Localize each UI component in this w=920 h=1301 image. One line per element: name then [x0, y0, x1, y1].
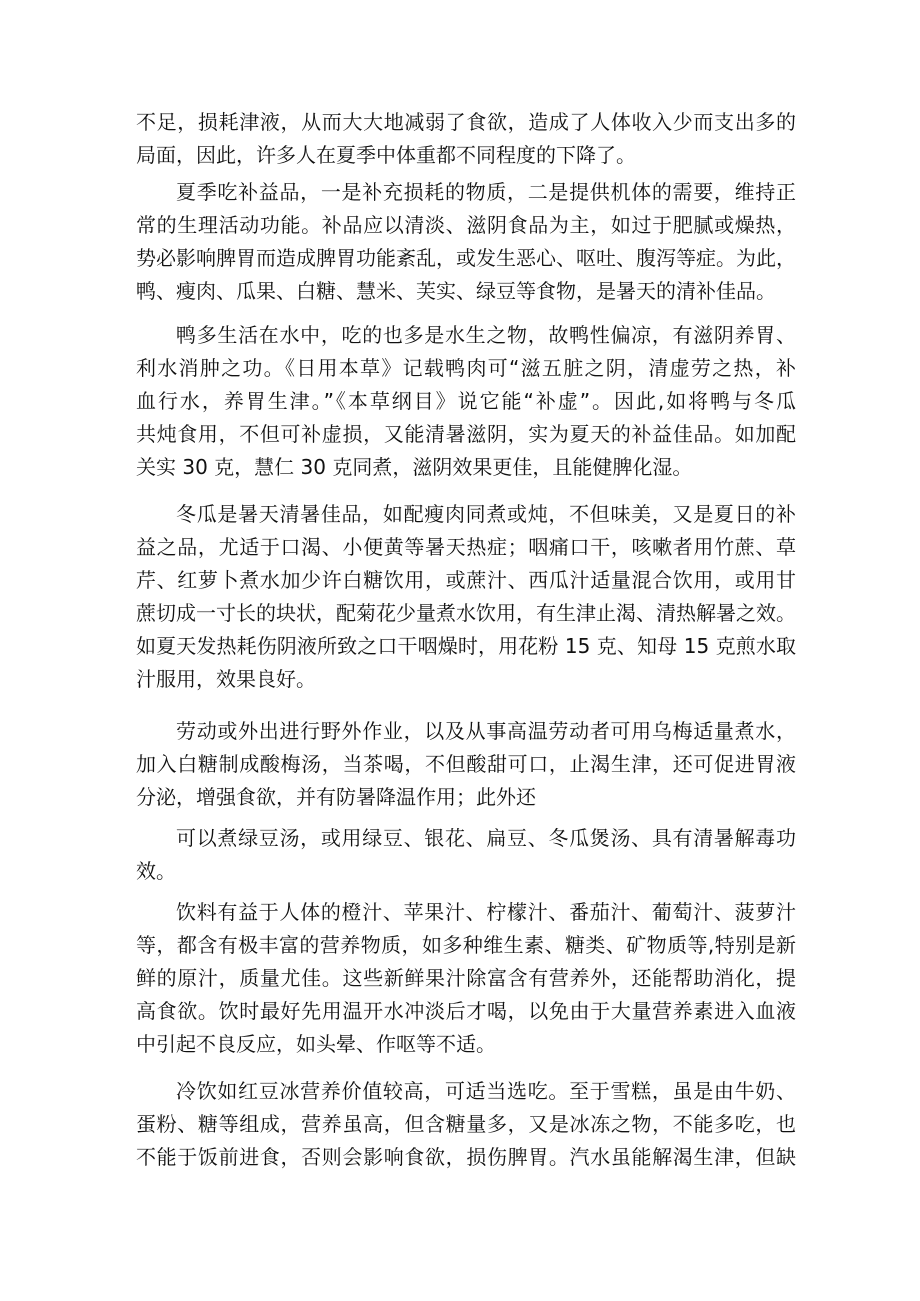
text-line: 蔗切成一寸长的块状，配菊花少量煮水饮用，有生津止渴、清热解暑之效。 — [136, 601, 796, 625]
text-line: 加入白糖制成酸梅汤，当茶喝，不但酸甜可口，止渴生津，还可促进胃液 — [136, 752, 796, 776]
text-line: 鸭多生活在水中，吃的也多是水生之物，故鸭性偏凉，有滋阴养胃、 — [176, 323, 796, 347]
text-line: 不能于饭前进食，否则会影响食欲，损伤脾胃。汽水虽能解渴生津，但缺 — [136, 1145, 796, 1169]
text-line: 益之品，尤适于口渴、小便黄等暑天热症；咽痛口干，咳嗽者用竹蔗、草 — [136, 535, 796, 559]
text-line: 势必影响脾胃而造成脾胃功能紊乱，或发生恶心、呕吐、腹泻等症。为此， — [136, 246, 796, 270]
text-line: 关实 30 克，慧仁 30 克同煮，滋阴效果更佳，且能健脾化湿。 — [136, 455, 693, 479]
text-line: 鸭、瘦肉、瓜果、白糖、慧米、芙实、绿豆等食物，是暑天的清补佳品。 — [136, 279, 776, 303]
text-line: 中引起不良反应，如头晕、作呕等不适。 — [136, 1032, 496, 1056]
paragraph-2 — [136, 176, 796, 308]
text-line: 蛋粉、糖等组成，营养虽高，但含糖量多，又是冰冻之物，不能多吃，也 — [136, 1112, 796, 1136]
text-line: 劳动或外出进行野外作业，以及从事高温劳动者可用乌梅适量煮水， — [176, 719, 796, 743]
text-line: 冬瓜是暑天清暑佳品，如配瘦肉同煮或炖，不但味美，又是夏日的补 — [176, 502, 796, 526]
text-line: 可以煮绿豆汤，或用绿豆、银花、扁豆、冬瓜煲汤、具有清暑解毒功 — [176, 826, 796, 850]
paragraph-6 — [136, 822, 796, 888]
text-line: 汁服用，效果良好。 — [136, 667, 316, 691]
text-line: 鲜的原汁，质量尤佳。这些新鲜果汁除富含有营养外，还能帮助消化，提 — [136, 966, 796, 990]
text-line: 利水消肿之功。《日用本草》记载鸭肉可“滋五脏之阴，清虚劳之热，补 — [136, 356, 796, 380]
text-line: 如夏天发热耗伤阴液所致之口干咽燥时，用花粉 15 克、知母 15 克煎水取 — [136, 634, 796, 658]
paragraph-7 — [136, 896, 796, 1061]
text-line: 局面，因此，许多人在夏季中体重都不同程度的下降了。 — [136, 143, 636, 167]
text-line: 芹、红萝卜煮水加少许白糖饮用，或蔗汁、西瓜汁适量混合饮用，或用甘 — [136, 568, 796, 592]
text-line: 夏季吃补益品，一是补充损耗的物质，二是提供机体的需要，维持正 — [176, 180, 796, 204]
paragraph-8 — [136, 1075, 796, 1174]
paragraph-1 — [136, 106, 796, 172]
text-line: 高食欲。饮时最好先用温开水冲淡后才喝，以免由于大量营养素进入血液 — [136, 999, 796, 1023]
text-line: 效。 — [136, 859, 176, 883]
paragraph-3 — [136, 319, 796, 484]
paragraph-5 — [136, 715, 796, 814]
text-line: 共炖食用，不但可补虚损，又能清暑滋阴，实为夏天的补益佳品。如加配 — [136, 422, 796, 446]
paragraph-4 — [136, 498, 796, 696]
text-line: 等，都含有极丰富的营养物质，如多种维生素、糖类、矿物质等,特别是新 — [136, 933, 796, 957]
text-line: 分泌，增强食欲，并有防暑降温作用；此外还 — [136, 785, 536, 809]
text-line: 常的生理活动功能。补品应以清淡、滋阴食品为主，如过于肥腻或燥热， — [136, 213, 796, 237]
text-line: 饮料有益于人体的橙汁、苹果汁、柠檬汁、番茄汁、葡萄汁、菠萝汁 — [176, 900, 796, 924]
text-line: 血行水，养胃生津。”《本草纲目》说它能“补虚”。因此,如将鸭与冬瓜 — [136, 389, 796, 413]
text-line: 冷饮如红豆冰营养价值较高，可适当选吃。至于雪糕，虽是由牛奶、 — [176, 1079, 796, 1103]
text-line: 不足，损耗津液，从而大大地减弱了食欲，造成了人体收入少而支出多的 — [136, 110, 796, 134]
